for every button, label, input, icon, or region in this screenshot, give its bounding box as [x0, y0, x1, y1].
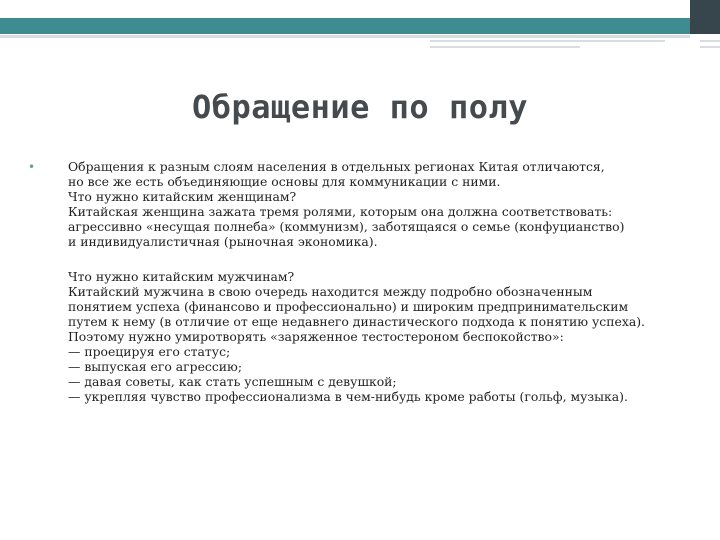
slide-title: Обращение по полу	[191, 88, 528, 126]
text-line: путем к нему (в отличие от еще недавнего династического подхода к понятию успеха).	[68, 314, 645, 330]
list-item: — выпуская его агрессию;	[68, 358, 243, 374]
list-item: — укрепляя чувство профессионализма в чем-нибудь кроме работы (гольф, музыка).	[68, 388, 628, 404]
header-divider-line	[0, 35, 690, 38]
header-divider-line-shorter	[430, 46, 580, 48]
list-item: — проецируя его статус;	[68, 343, 231, 359]
text-line: Обращения к разным слоям населения в отдельных регионах Китая отличаются,	[68, 159, 605, 174]
text-line: Что нужно китайским женщинам?	[68, 188, 297, 204]
text-line: Китайский мужчина в свою очередь находится между подробно обозначенным	[68, 284, 593, 300]
text-line: Китайская женщина зажата тремя ролями, которым она должна соответствовать:	[68, 203, 613, 219]
paragraph-men	[68, 270, 708, 404]
slide-body	[28, 160, 708, 405]
header-divider-line-right-2	[700, 46, 720, 48]
text-line: понятием успеха (финансово и профессионально) и широким предпринимательским	[68, 299, 629, 315]
bullet-icon: •	[28, 160, 36, 174]
header-corner-block	[690, 0, 720, 34]
header-accent-bar	[0, 18, 690, 34]
list-item: — давая советы, как стать успешным с девушкой;	[68, 373, 397, 389]
paragraph-women	[68, 160, 708, 249]
header-divider-line-short	[430, 40, 665, 42]
paragraph-spacer	[28, 249, 708, 270]
text-line: агрессивно «несущая полнеба» (коммунизм), заботящаяся о семье (конфуцианство)	[68, 218, 625, 234]
text-line: Поэтому нужно умиротворять «заряженное тестостероном беспокойство»:	[68, 329, 564, 345]
header-divider-line-right	[700, 40, 720, 42]
text-line: Что нужно китайским мужчинам?	[68, 269, 295, 285]
text-line: но все же есть объединяющие основы для коммуникации с ними.	[68, 173, 501, 189]
text-line: и индивидуалистичная (рыночная экономика).	[68, 233, 378, 249]
